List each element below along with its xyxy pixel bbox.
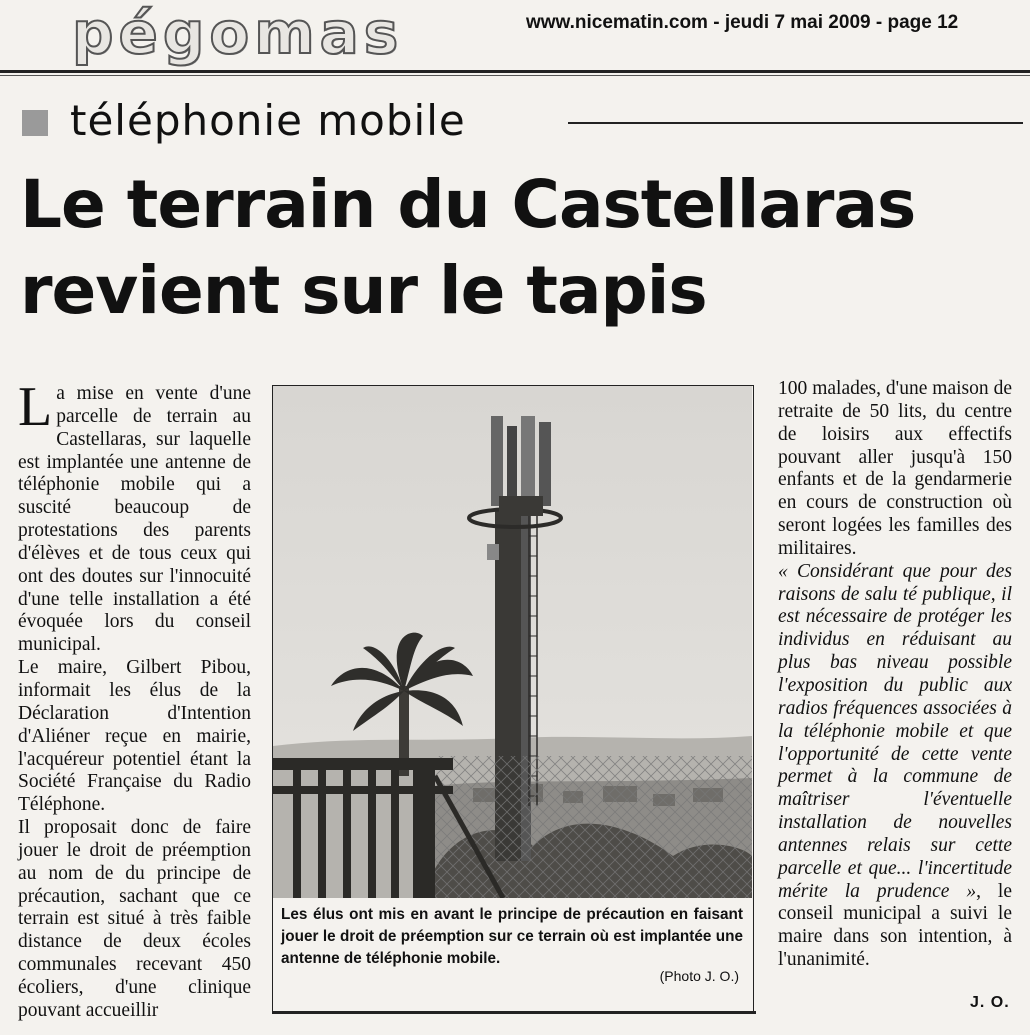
quote-conclusion: , le conseil municipal a suivi le maire dans son intention, à l'unanimité.	[778, 880, 1012, 971]
photo-frame	[272, 385, 754, 1013]
rubric-rule	[568, 122, 1023, 124]
masthead-town: pégomas	[72, 0, 404, 67]
paragraph-preemption: Il proposait donc de faire jouer le droit de préemption au nom de du principe de précaution, sachant que ce terrain est situé à très faible distance de deux écoles communales recevant 450 écoliers, d'une clinique pouvant accueillir	[18, 817, 251, 1021]
author-signature: J. O.	[970, 994, 1010, 1011]
article-column-left	[18, 376, 251, 1023]
photo-credit: (Photo J. O.)	[659, 968, 739, 984]
masthead-rule-thin	[0, 75, 1030, 76]
photo-antenna-tower	[273, 386, 752, 898]
paragraph-mayor: Le maire, Gilbert Pibou, informait les élus de la Déclaration d'Intention d'Aliéner reçue en mairie, l'acquéreur potentiel étant la Société Française du Radio Téléphone.	[18, 657, 251, 816]
article-column-right	[778, 378, 1012, 972]
paragraph-facilities: 100 malades, d'une maison de retraite de 50 lits, du centre de loisirs aux effectifs pouvant aller jusqu'à 150 enfants et de la gendarmerie en cours de construction où seront logées les familles des militaires.	[778, 378, 1012, 559]
bottom-rule	[272, 1011, 756, 1014]
paragraph-intro	[18, 376, 251, 657]
photo-caption: Les élus ont mis en avant le principe de précaution en faisant jouer le droit de préemption sur ce terrain où est implantée une antenne de téléphonie mobile.	[281, 906, 743, 967]
rubric-square-icon	[22, 110, 48, 136]
rubric-label: téléphonie mobile	[70, 96, 466, 145]
masthead-rule	[0, 70, 1030, 73]
paragraph-intro-text: a mise en vente d'une parcelle de terrain au Castellaras, sur laquelle est implantée une antenne de téléphonie mobile qui a suscité beaucoup de protestations des parents d'élèves et de tous ceux qui ont des doutes sur l'innocuité d'une telle installation a été évoquée lors du conseil municipal.	[18, 383, 251, 656]
dropcap: L	[18, 376, 53, 438]
quote-text: « Considérant que pour des raisons de salu té publique, il est nécessaire de protéger les individus en réduisant au plus bas niveau possible l'exposition du public aux radios fréquences associées à la téléphonie mobile et que l'opportunité de cette vente permet à la commune de maîtriser l'éventuelle installation de nouvelles antennes relais sur cette parcelle et que... l'incertitude mérite la prudence »	[778, 560, 1012, 902]
headline: Le terrain du Castellaras revient sur le tapis	[20, 166, 916, 329]
masthead-info: www.nicematin.com - jeudi 7 mai 2009 - page 12	[526, 12, 959, 33]
paragraph-quote	[778, 561, 1012, 972]
